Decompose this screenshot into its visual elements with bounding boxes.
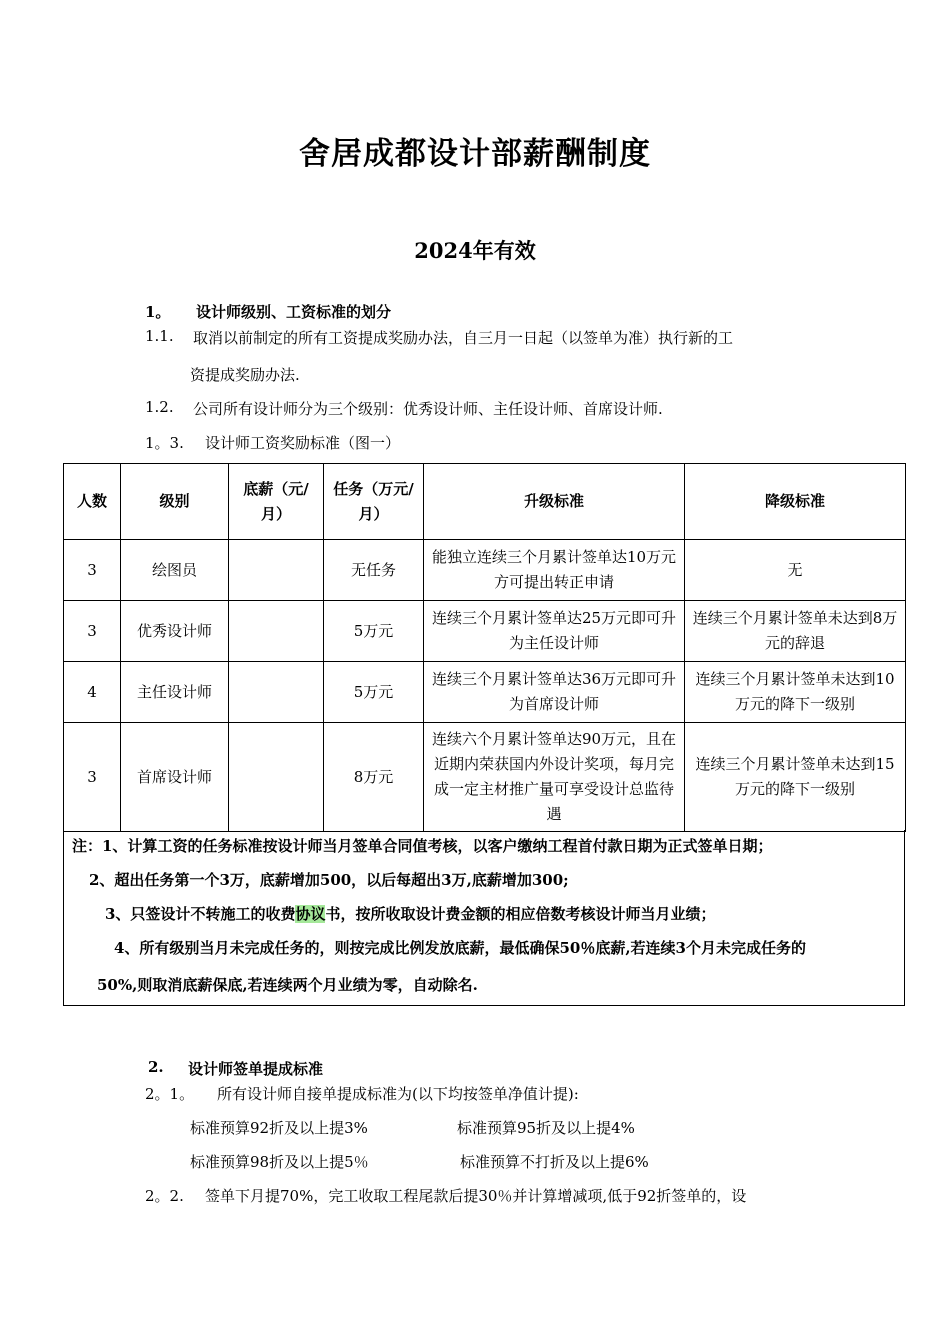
cell-upgrade: 连续三个月累计签单达25万元即可升为主任设计师 <box>424 601 685 662</box>
para-1-1-continuation: 资提成奖励办法. <box>190 366 300 384</box>
para-1-2-number: 1.2. <box>145 398 174 416</box>
para-1-1-text: 取消以前制定的所有工资提成奖励办法，自三月一日起（以签单为准）执行新的工 <box>193 329 734 347</box>
rate-full: 标准预算不打折及以上提6% <box>460 1153 649 1171</box>
cell-level: 首席设计师 <box>121 723 229 832</box>
note-1: 注：1、计算工资的任务标准按设计师当月签单合同值考核，以客户缴纳工程首付款日期为正式签单日期； <box>72 837 773 855</box>
para-2-1-number: 2。1。 <box>145 1085 195 1103</box>
cell-upgrade: 连续六个月累计签单达90万元，且在近期内荣获国内外设计奖项，每月完成一定主材推广量可享受设计总监待遇 <box>424 723 685 832</box>
section2-heading: 设计师签单提成标准 <box>188 1060 324 1078</box>
para-1-3-number: 1。3. <box>145 434 184 452</box>
note-4: 4、所有级别当月未完成任务的，则按完成比例发放底薪，最低确保50％底薪,若连续3个月未完成任务的 <box>114 939 806 957</box>
cell-downgrade: 连续三个月累计签单未达到8万元的辞退 <box>685 601 906 662</box>
salary-table <box>63 463 906 832</box>
rate-95: 标准预算95折及以上提4% <box>457 1119 635 1137</box>
cell-downgrade: 无 <box>685 540 906 601</box>
section2-number: 2. <box>148 1058 164 1076</box>
cell-upgrade: 连续三个月累计签单达36万元即可升为首席设计师 <box>424 662 685 723</box>
cell-downgrade: 连续三个月累计签单未达到10万元的降下一级别 <box>685 662 906 723</box>
para-2-1-text: 所有设计师自接单提成标准为(以下均按签单净值计提): <box>217 1085 579 1103</box>
header-base-salary: 底薪（元/月） <box>229 464 324 540</box>
cell-base-salary <box>229 540 324 601</box>
para-1-3-text: 设计师工资奖励标准（图一） <box>205 434 401 452</box>
note-3 <box>105 903 715 924</box>
cell-count: 3 <box>64 540 121 601</box>
note-4-continuation: 50%,则取消底薪保底,若连续两个月业绩为零，自动除名. <box>97 976 478 994</box>
cell-base-salary <box>229 601 324 662</box>
table-row <box>64 540 906 601</box>
cell-level: 主任设计师 <box>121 662 229 723</box>
table-row <box>64 723 906 832</box>
para-1-1-number: 1.1. <box>145 327 174 345</box>
cell-task: 5万元 <box>324 601 424 662</box>
note-3-part-b: 书，按所收取设计费金额的相应倍数考核设计师当月业绩； <box>325 905 716 923</box>
cell-downgrade: 连续三个月累计签单未达到15万元的降下一级别 <box>685 723 906 832</box>
para-2-2-number: 2。2. <box>145 1187 184 1205</box>
page-title: 舍居成都设计部薪酬制度 <box>299 136 651 172</box>
cell-base-salary <box>229 662 324 723</box>
cell-upgrade: 能独立连续三个月累计签单达10万元方可提出转正申请 <box>424 540 685 601</box>
table-row <box>64 601 906 662</box>
header-level: 级别 <box>121 464 229 540</box>
section1-number: 1。 <box>145 303 171 321</box>
page-subtitle: 2024年有效 <box>414 238 536 263</box>
para-1-2-text: 公司所有设计师分为三个级别：优秀设计师、主任设计师、首席设计师. <box>193 400 663 418</box>
cell-level: 绘图员 <box>121 540 229 601</box>
cell-level: 优秀设计师 <box>121 601 229 662</box>
notes-box <box>63 830 905 1006</box>
rate-98: 标准预算98折及以上提5％ <box>190 1153 369 1171</box>
note-3-part-a: 3、只签设计不转施工的收费 <box>105 905 296 923</box>
header-count: 人数 <box>64 464 121 540</box>
para-2-2-text: 签单下月提70%，完工收取工程尾款后提30％并计算增减项,低于92折签单的，设 <box>205 1187 747 1205</box>
cell-task: 8万元 <box>324 723 424 832</box>
header-task: 任务（万元/月） <box>324 464 424 540</box>
cell-count: 3 <box>64 723 121 832</box>
rate-92: 标准预算92折及以上提3% <box>190 1119 368 1137</box>
header-upgrade: 升级标准 <box>424 464 685 540</box>
table-row <box>64 662 906 723</box>
section1-heading: 设计师级别、工资标准的划分 <box>196 303 392 321</box>
note-2: 2、超出任务第一个3万，底薪增加500，以后每超出3万,底薪增加300; <box>89 871 569 889</box>
cell-task: 5万元 <box>324 662 424 723</box>
note-3-highlight: 协议 <box>295 905 326 923</box>
cell-count: 3 <box>64 601 121 662</box>
header-downgrade: 降级标准 <box>685 464 906 540</box>
table-header-row <box>64 464 906 540</box>
cell-count: 4 <box>64 662 121 723</box>
cell-base-salary <box>229 723 324 832</box>
cell-task: 无任务 <box>324 540 424 601</box>
